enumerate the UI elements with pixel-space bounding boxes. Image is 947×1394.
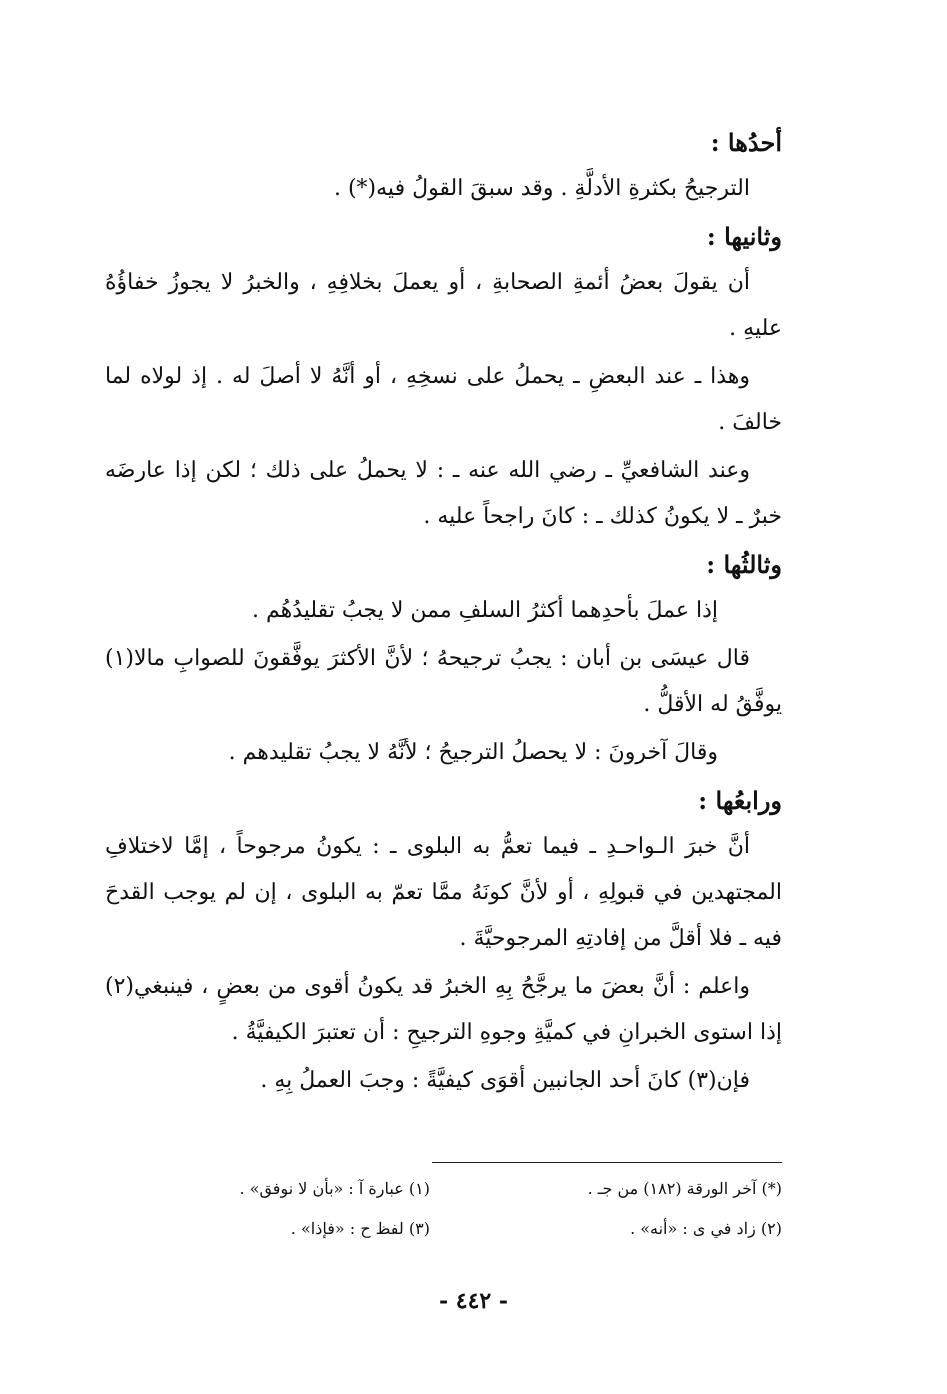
footnote-divider [432,1162,782,1163]
footnote-row [105,1216,782,1242]
section-heading-first: أحدُها : [710,128,782,157]
paragraph: الترجيحُ بكثرةِ الأدلَّةِ . وقد سبقَ القولُ فيه(*) . [333,176,750,201]
footnote-row [105,1176,782,1202]
page-number: - ٤٤٢ - [438,1288,509,1314]
footnote-star: (*) آخر الورقة (١٨٢) من جـ . [587,1179,782,1198]
footnote-1: (١) عبارة آ : «بأن لا نوفق» . [239,1179,430,1198]
footnotes [105,1176,782,1256]
paragraph: إذا عملَ بأحدِهما أكثرُ السلفِ ممن لا يجبُ تقليدُهُم . [251,598,718,623]
section-heading-third: وثالثُها : [706,550,782,579]
section-heading-fourth: ورابعُها : [698,786,782,815]
paragraph: وقالَ آخرونَ : لا يحصلُ الترجيحُ ؛ لأنَّهُ لا يجبُ تقليدهم . [228,740,718,765]
paragraph: وعند الشافعيِّ ـ رضي الله عنه ـ : لا يحملُ على ذلك ؛ لكن إذا عارضَه خبرٌ ـ لا يكونُ كذلك ـ : كانَ راجحاً عليه . [105,458,782,529]
footnote-3: (٣) لفظ ح : «فإذا» . [290,1219,430,1238]
paragraph: واعلم : أنَّ بعضَ ما يرجَّحُ بِهِ الخبرُ قد يكونُ أقوى من بعضٍ ، فينبغي(٢) إذا استوى الخبرانِ في كميَّةِ وجوهِ الترجيحِ : أن تعتبرَ الكيفيَّةُ . [105,974,782,1045]
paragraph: فإن(٣) كانَ أحد الجانبين أقوَى كيفيَّةً : وجبَ العملُ بِهِ . [260,1068,750,1093]
section-heading-second: وثانيها : [706,222,782,251]
paragraph: وهذا ـ عند البعضِ ـ يحملُ على نسخِهِ ، أو أنَّهُ لا أصلَ له . إذ لولاه لما خالفَ . [105,364,782,435]
paragraph: أن يقولَ بعضُ أئمةِ الصحابةِ ، أو يعملَ بخلافِهِ ، والخبرُ لا يجوزُ خفاؤُهُ عليهِ . [105,270,782,341]
footnote-2: (٢) زاد في ى : «أنه» . [630,1219,782,1238]
paragraph: قال عيسَى بن أبان : يجبُ ترجيحهُ ؛ لأنَّ الأكثرَ يوفَّقونَ للصوابِ مالا(١) يوفَّقُ له الأقلُّ . [105,646,782,717]
paragraph: أنَّ خبرَ الـواحـدِ ـ فيما تعمُّ به البلوى ـ : يكونُ مرجوحاً ، إمَّا لاختلافِ المجتهدين في قبولِهِ ، أو لأنَّ كونَهُ ممَّا تعمّ به البلوى ، إن لم يوجب القدحَ فيه ـ فلا أقلَّ من إفادتِهِ المرجوحيَّةَ . [105,834,782,951]
